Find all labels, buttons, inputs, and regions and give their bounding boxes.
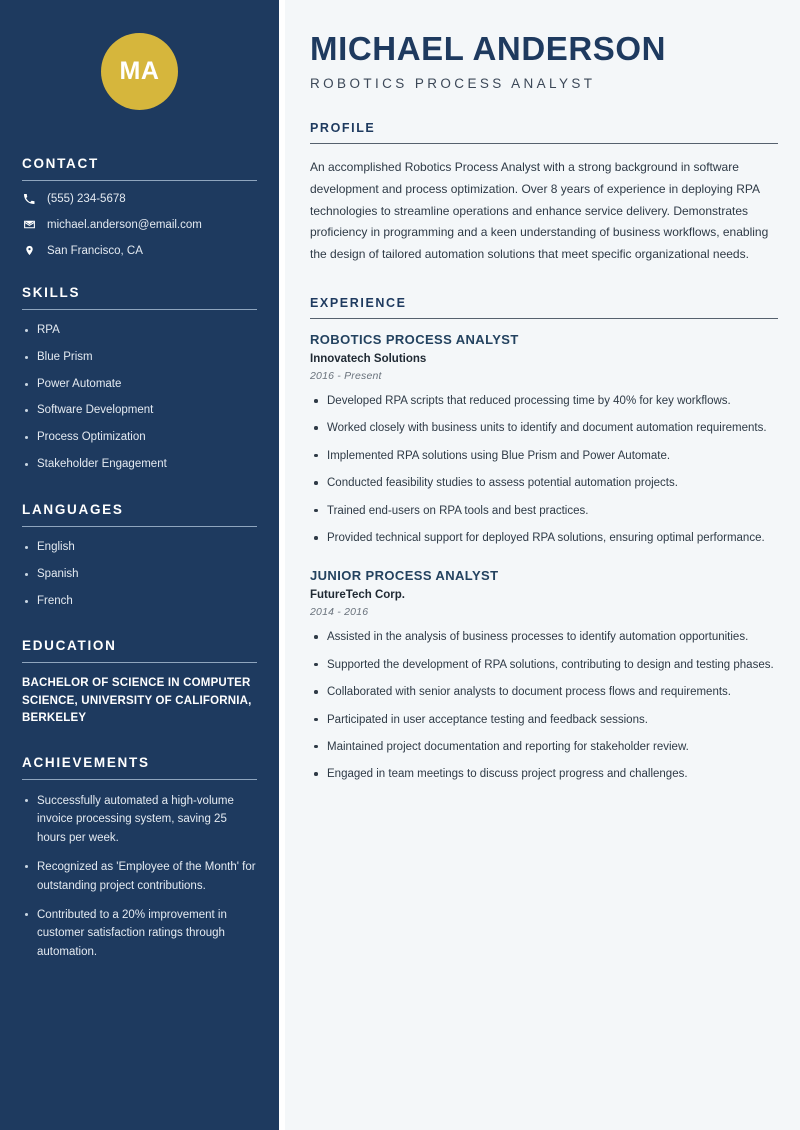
languages-divider bbox=[22, 526, 257, 527]
profile-section bbox=[310, 121, 778, 266]
list-item: Process Optimization bbox=[22, 429, 257, 447]
list-item: Conducted feasibility studies to assess potential automation projects. bbox=[310, 474, 778, 492]
achievements-section bbox=[22, 755, 257, 961]
list-item: Developed RPA scripts that reduced processing time by 40% for key workflows. bbox=[310, 392, 778, 410]
skills-list bbox=[22, 322, 257, 474]
list-item: Supported the development of RPA solutions, contributing to design and testing phases. bbox=[310, 656, 778, 674]
contact-item-email[interactable] bbox=[22, 218, 257, 231]
job-role: ROBOTICS PROCESS ANALYST bbox=[310, 332, 519, 348]
list-item: Provided technical support for deployed RPA solutions, ensuring optimal performance. bbox=[310, 529, 778, 547]
list-item: English bbox=[22, 539, 257, 557]
profile-divider bbox=[310, 143, 778, 144]
contact-value-email: michael.anderson@email.com bbox=[47, 218, 202, 231]
experience-heading: EXPERIENCE bbox=[310, 296, 407, 311]
phone-icon bbox=[22, 193, 36, 205]
list-item: Trained end-users on RPA tools and best practices. bbox=[310, 502, 778, 520]
job-role: JUNIOR PROCESS ANALYST bbox=[310, 568, 499, 584]
experience-entry bbox=[310, 568, 778, 783]
list-item: Participated in user acceptance testing and feedback sessions. bbox=[310, 711, 778, 729]
languages-heading: LANGUAGES bbox=[22, 501, 124, 517]
job-bullet-list bbox=[310, 392, 778, 547]
page-title: MICHAEL ANDERSON bbox=[310, 30, 667, 67]
list-item: French bbox=[22, 593, 257, 611]
contact-value-location: San Francisco, CA bbox=[47, 244, 143, 257]
contact-item-phone[interactable] bbox=[22, 193, 257, 205]
list-item: Successfully automated a high-volume invoice processing system, saving 25 hours per week. bbox=[22, 792, 257, 847]
experience-divider bbox=[310, 318, 778, 319]
list-item: Blue Prism bbox=[22, 349, 257, 367]
job-bullet-list bbox=[310, 628, 778, 783]
envelope-icon bbox=[22, 218, 36, 231]
list-item: Collaborated with senior analysts to document process flows and requirements. bbox=[310, 683, 778, 701]
education-degree: BACHELOR OF SCIENCE IN COMPUTER SCIENCE, UNIVERSITY OF CALIFORNIA, BERKELEY bbox=[22, 677, 252, 724]
languages-section bbox=[22, 502, 257, 610]
achievements-list bbox=[22, 792, 257, 961]
education-section bbox=[22, 638, 257, 727]
list-item: Assisted in the analysis of business processes to identify automation opportunities. bbox=[310, 628, 778, 646]
profile-text: An accomplished Robotics Process Analyst with a strong background in software development and process optimization. Over 8 years of experience in deploying RPA technologies to streamline operations and enhance service delivery. Demonstrates proficiency in programming and a keen understanding of business workflows, enabling the design of tailored automation solutions that meet specific organizational needs. bbox=[310, 159, 769, 262]
list-item: Spanish bbox=[22, 566, 257, 584]
achievements-heading: ACHIEVEMENTS bbox=[22, 755, 150, 771]
list-item: Maintained project documentation and reporting for stakeholder review. bbox=[310, 738, 778, 756]
main-content bbox=[285, 0, 800, 1130]
resume-header bbox=[310, 30, 778, 91]
contact-item-location[interactable] bbox=[22, 244, 257, 257]
job-dates: 2016 - Present bbox=[310, 370, 382, 383]
contact-section bbox=[22, 156, 257, 257]
profile-heading: PROFILE bbox=[310, 120, 376, 135]
job-dates: 2014 - 2016 bbox=[310, 606, 369, 619]
contact-divider bbox=[22, 180, 257, 181]
experience-section bbox=[310, 296, 778, 784]
list-item: RPA bbox=[22, 322, 257, 340]
education-heading: EDUCATION bbox=[22, 638, 117, 654]
sidebar bbox=[0, 0, 279, 1130]
job-company: FutureTech Corp. bbox=[310, 589, 405, 602]
contact-value-phone: (555) 234-5678 bbox=[47, 193, 126, 205]
achievements-divider bbox=[22, 779, 257, 780]
list-item: Contributed to a 20% improvement in customer satisfaction ratings through automation. bbox=[22, 906, 257, 961]
experience-entry bbox=[310, 332, 778, 547]
list-item: Stakeholder Engagement bbox=[22, 456, 257, 474]
location-pin-icon bbox=[22, 244, 36, 257]
contact-heading: CONTACT bbox=[22, 156, 99, 171]
skills-divider bbox=[22, 309, 257, 310]
avatar-container bbox=[22, 0, 257, 120]
list-item: Implemented RPA solutions using Blue Prism and Power Automate. bbox=[310, 447, 778, 465]
professional-title: ROBOTICS PROCESS ANALYST bbox=[310, 75, 596, 91]
list-item: Worked closely with business units to identify and document automation requirements. bbox=[310, 419, 778, 437]
job-company: Innovatech Solutions bbox=[310, 353, 427, 366]
skills-heading: SKILLS bbox=[22, 285, 81, 300]
list-item: Engaged in team meetings to discuss project progress and challenges. bbox=[310, 765, 778, 783]
list-item: Software Development bbox=[22, 402, 257, 420]
list-item: Recognized as 'Employee of the Month' for outstanding project contributions. bbox=[22, 858, 257, 895]
languages-list bbox=[22, 539, 257, 610]
avatar: MA bbox=[101, 33, 178, 110]
skills-section bbox=[22, 285, 257, 474]
education-divider bbox=[22, 662, 257, 663]
list-item: Power Automate bbox=[22, 376, 257, 394]
